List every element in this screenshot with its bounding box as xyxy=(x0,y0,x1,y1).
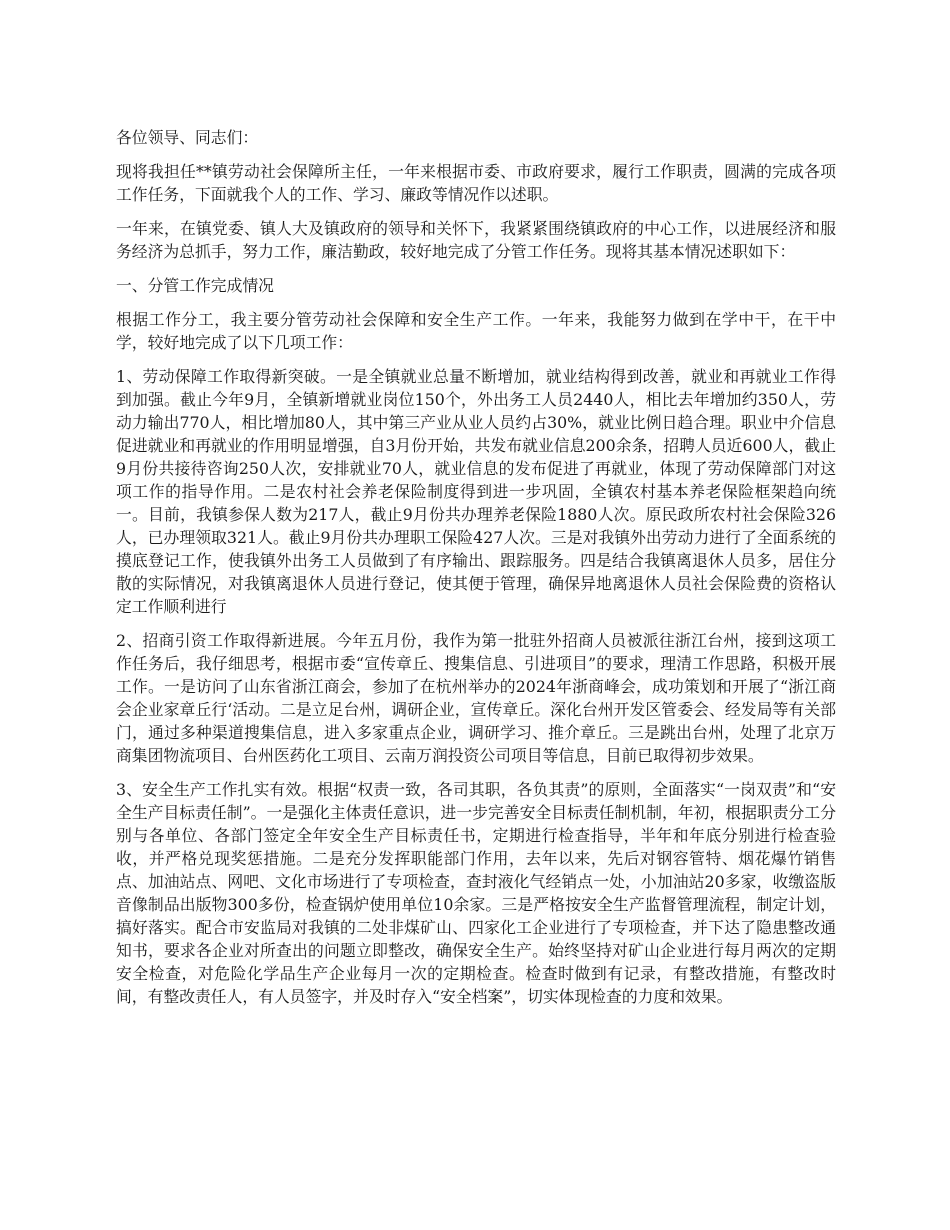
document-body xyxy=(116,126,836,1019)
paragraph-overview: 一年来，在镇党委、镇人大及镇政府的领导和关怀下，我紧紧围绕镇政府的中心工作，以进展经济和服务经济为总抓手，努力工作，廉洁勤政，较好地完成了分管工作任务。现将其基本情况述职如下： xyxy=(116,219,836,261)
paragraph-investment: 2、招商引资工作取得新进展。今年五月份，我作为第一批驻外招商人员被派往浙江台州，接到这项工作任务后，我仔细思考，根据市委“宣传章丘、搜集信息、引进项目”的要求，理清工作思路，积极开展工作。一是访问了山东省浙江商会，参加了在杭州举办的2024年浙商峰会，成功策划和开展了“浙江商会企业家章丘行‘活动。二是立足台州，调研企业，宣传章丘。深化台州开发区管委会、经发局等有关部门，通过多种渠道搜集信息，进入多家重点企业，调研学习、推介章丘。三是跳出台州，处理了北京万商集团物流项目、台州医药化工项目、云南万润投资公司项目等信息，目前已取得初步效果。 xyxy=(116,631,836,765)
paragraph-labor-security: 1、劳动保障工作取得新突破。一是全镇就业总量不断增加，就业结构得到改善，就业和再就业工作得到加强。截止今年9月，全镇新增就业岗位150个，外出务工人员2440人，相比去年增加约350人，劳动力输出770人，相比增加80人，其中第三产业从业人员约占30%，就业比例日趋合理。职业中介信息促进就业和再就业的作用明显增强，自3月份开始，共发布就业信息200余条，招聘人员近600人，截止9月份共接待咨询250人次，安排就业70人，就业信息的发布促进了再就业，体现了劳动保障部门对这项工作的指导作用。二是农村社会养老保险制度得到进一步巩固，全镇农村基本养老保险框架趋向统一。目前，我镇参保人数为217人，截止9月份共办理养老保险1880人次。原民政所农村社会保险326人，已办理领取321人。截止9月份共办理职工保险427人次。三是对我镇外出劳动力进行了全面系统的摸底登记工作，使我镇外出务工人员做到了有序输出、跟踪服务。四是结合我镇离退休人员多，居住分散的实际情况，对我镇离退休人员进行登记，使其便于管理，确保异地离退休人员社会保险费的资格认定工作顺利进行 xyxy=(116,367,836,616)
paragraph-work-safety: 3、安全生产工作扎实有效。根据“权责一致，各司其职，各负其责”的原则，全面落实“一岗双责”和“安全生产目标责任制”。一是强化主体责任意识，进一步完善安全目标责任制机制，年初，根据职责分工分别与各单位、各部门签定全年安全生产目标责任书，定期进行检查指导，半年和年底分别进行检查验收，并严格兑现奖惩措施。二是充分发挥职能部门作用，去年以来，先后对钢容管特、烟花爆竹销售点、加油站点、网吧、文化市场进行了专项检查，查封液化气经销点一处，小加油站20多家，收缴盗版音像制品出版物300多份，检查锅炉使用单位10余家。三是严格按安全生产监督管理流程，制定计划，搞好落实。配合市安监局对我镇的二处非煤矿山、四家化工企业进行了专项检查，并下达了隐患整改通知书，要求各企业对所查出的问题立即整改，确保安全生产。始终坚持对矿山企业进行每月两次的定期安全检查，对危险化学品生产企业每月一次的定期检查。检查时做到有记录，有整改措施，有整改时间，有整改责任人，有人员签字，并及时存入“安全档案”，切实体现检查的力度和效果。 xyxy=(116,780,836,1006)
paragraph-division-of-work: 根据工作分工，我主要分管劳动社会保障和安全生产工作。一年来，我能努力做到在学中干，在干中学，较好地完成了以下几项工作： xyxy=(116,310,836,352)
paragraph-intro: 现将我担任**镇劳动社会保障所主任，一年来根据市委、市政府要求，履行工作职责，圆满的完成各项工作任务，下面就我个人的工作、学习、廉政等情况作以述职。 xyxy=(116,162,836,204)
section-heading: 一、分管工作完成情况 xyxy=(116,276,274,295)
salutation: 各位领导、同志们： xyxy=(116,128,259,147)
